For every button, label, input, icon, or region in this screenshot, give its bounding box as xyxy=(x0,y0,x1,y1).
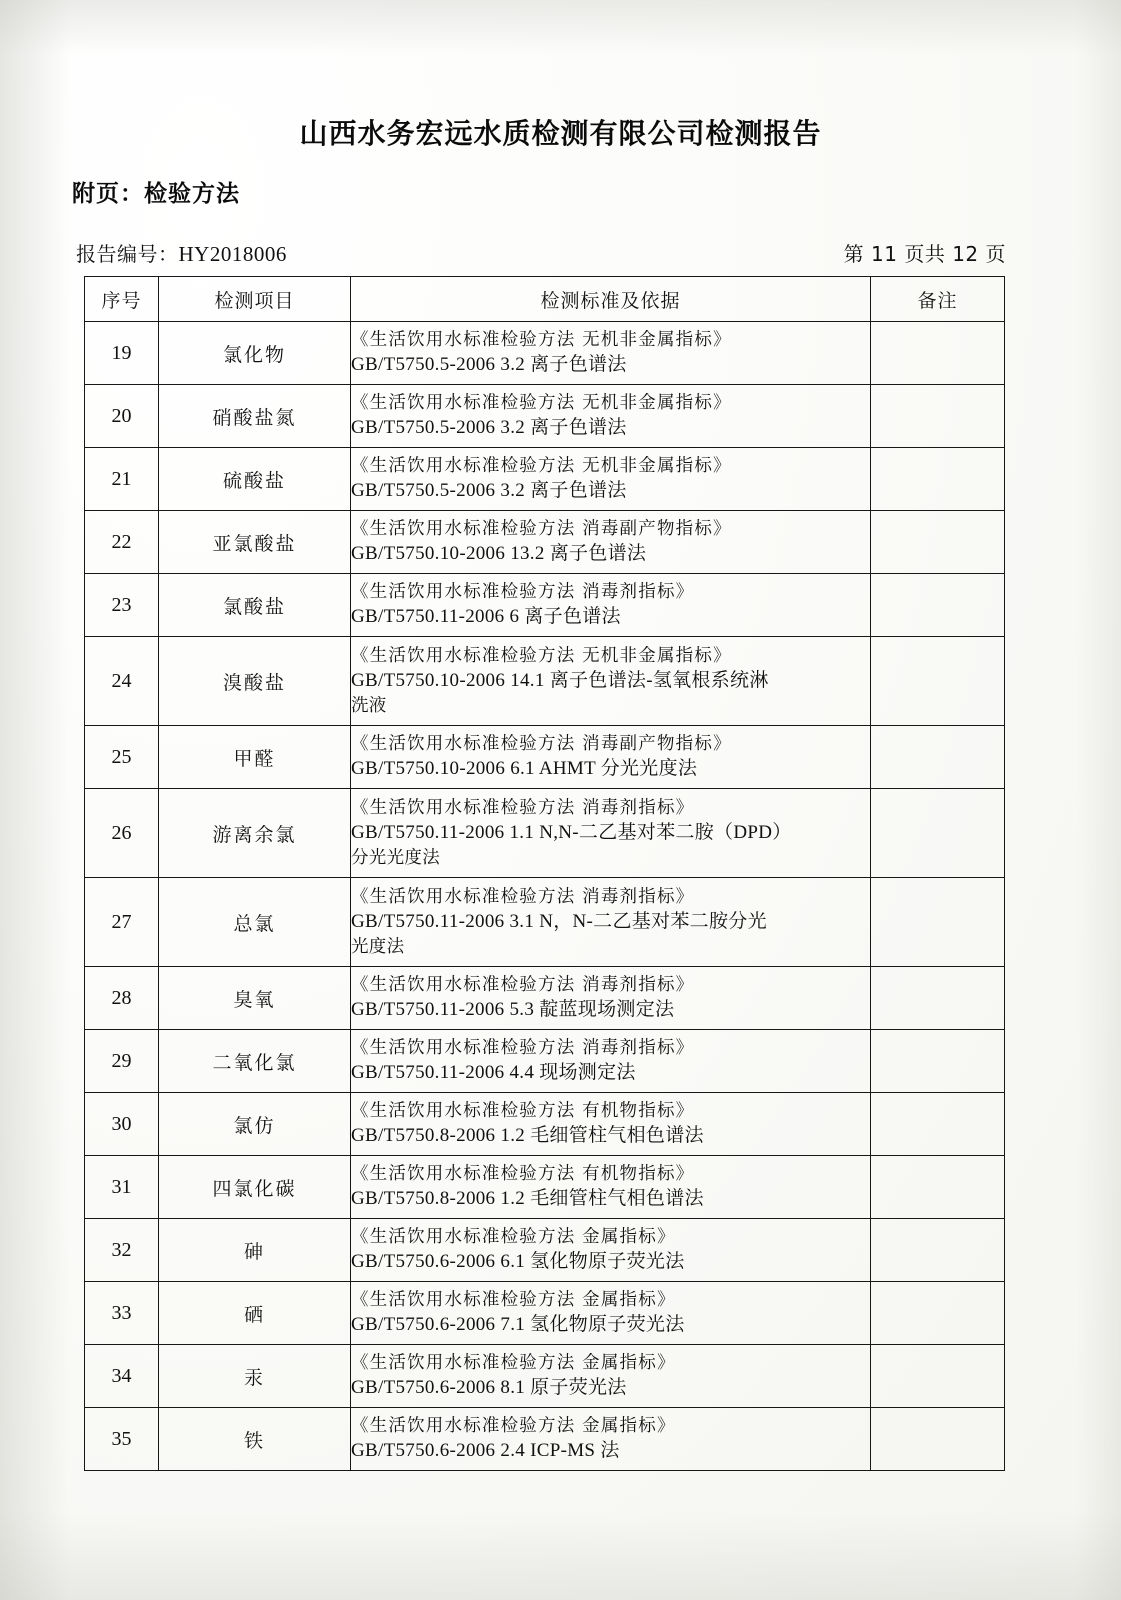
page-subtitle: 附页：检验方法 xyxy=(72,181,240,207)
cell-standard xyxy=(351,1219,871,1282)
page-title: 山西水务宏远水质检测有限公司检测报告 xyxy=(299,117,822,150)
table-row xyxy=(85,1408,1005,1471)
cell-note xyxy=(871,1408,1005,1471)
cell-note xyxy=(871,878,1005,967)
cell-test-item: 溴酸盐 xyxy=(159,637,351,726)
cell-test-item: 总氯 xyxy=(159,878,351,967)
cell-standard xyxy=(351,1030,871,1093)
standard-title-line: 《生活饮用水标准检验方法 消毒副产物指标》 xyxy=(351,733,732,754)
standard-code-line: GB/T5750.8-2006 1.2 毛细管柱气相色谱法 xyxy=(351,1187,704,1209)
standard-title-line: 《生活饮用水标准检验方法 无机非金属指标》 xyxy=(351,392,732,413)
standard-code-line: GB/T5750.6-2006 2.4 ICP-MS 法 xyxy=(351,1439,620,1461)
cell-seq: 35 xyxy=(85,1408,159,1471)
page-edge-shadow-right xyxy=(1076,0,1121,1600)
cell-test-item: 铁 xyxy=(159,1408,351,1471)
cell-seq: 34 xyxy=(85,1345,159,1408)
cell-seq: 24 xyxy=(85,637,159,726)
cell-test-item: 氯仿 xyxy=(159,1093,351,1156)
cell-standard xyxy=(351,967,871,1030)
cell-seq: 32 xyxy=(85,1219,159,1282)
cell-seq: 19 xyxy=(85,322,159,385)
table-row xyxy=(85,726,1005,789)
cell-note xyxy=(871,574,1005,637)
table-row xyxy=(85,1156,1005,1219)
table-row xyxy=(85,1093,1005,1156)
standard-continuation-line: 分光光度法 xyxy=(351,848,440,869)
table-row xyxy=(85,967,1005,1030)
table-row xyxy=(85,322,1005,385)
cell-test-item: 硫酸盐 xyxy=(159,448,351,511)
cell-note xyxy=(871,448,1005,511)
standard-title-line: 《生活饮用水标准检验方法 金属指标》 xyxy=(351,1226,676,1247)
cell-test-item: 硒 xyxy=(159,1282,351,1345)
cell-test-item: 二氧化氯 xyxy=(159,1030,351,1093)
report-number-value: HY2018006 xyxy=(178,242,287,266)
standard-title-line: 《生活饮用水标准检验方法 无机非金属指标》 xyxy=(351,329,732,350)
standard-code-line: GB/T5750.11-2006 1.1 N,N-二乙基对苯二胺（DPD） xyxy=(351,821,792,843)
standard-code-line: GB/T5750.10-2006 14.1 离子色谱法-氢氧根系统淋 xyxy=(351,669,769,691)
standard-code-line: GB/T5750.10-2006 6.1 AHMT 分光光度法 xyxy=(351,757,698,779)
standard-continuation-line: 洗液 xyxy=(351,696,387,717)
cell-test-item: 氯化物 xyxy=(159,322,351,385)
cell-seq: 20 xyxy=(85,385,159,448)
standard-title-line: 《生活饮用水标准检验方法 有机物指标》 xyxy=(351,1163,695,1184)
cell-note xyxy=(871,511,1005,574)
standard-code-line: GB/T5750.10-2006 13.2 离子色谱法 xyxy=(351,542,647,564)
standard-title-line: 《生活饮用水标准检验方法 金属指标》 xyxy=(351,1415,676,1436)
cell-seq: 28 xyxy=(85,967,159,1030)
cell-note xyxy=(871,1030,1005,1093)
cell-note xyxy=(871,789,1005,878)
cell-note xyxy=(871,1156,1005,1219)
standard-continuation-line: 光度法 xyxy=(351,937,405,958)
cell-note xyxy=(871,637,1005,726)
cell-test-item: 亚氯酸盐 xyxy=(159,511,351,574)
cell-standard xyxy=(351,789,871,878)
cell-note xyxy=(871,1345,1005,1408)
cell-standard xyxy=(351,1408,871,1471)
cell-seq: 33 xyxy=(85,1282,159,1345)
cell-seq: 29 xyxy=(85,1030,159,1093)
report-number xyxy=(76,238,287,267)
cell-note xyxy=(871,322,1005,385)
standard-title-line: 《生活饮用水标准检验方法 有机物指标》 xyxy=(351,1100,695,1121)
cell-note xyxy=(871,385,1005,448)
standard-title-line: 《生活饮用水标准检验方法 无机非金属指标》 xyxy=(351,455,732,476)
column-header-note: 备注 xyxy=(871,277,1005,322)
standard-code-line: GB/T5750.6-2006 6.1 氢化物原子荧光法 xyxy=(351,1250,685,1272)
cell-standard xyxy=(351,1093,871,1156)
column-header-seq: 序号 xyxy=(85,277,159,322)
standard-code-line: GB/T5750.11-2006 5.3 靛蓝现场测定法 xyxy=(351,998,675,1020)
cell-standard xyxy=(351,1345,871,1408)
cell-standard xyxy=(351,511,871,574)
table-row xyxy=(85,1030,1005,1093)
standard-title-line: 《生活饮用水标准检验方法 金属指标》 xyxy=(351,1289,676,1310)
page-edge-shadow-top xyxy=(0,0,1121,55)
cell-seq: 25 xyxy=(85,726,159,789)
cell-standard xyxy=(351,385,871,448)
standard-code-line: GB/T5750.11-2006 3.1 N，N-二乙基对苯二胺分光 xyxy=(351,910,767,932)
cell-note xyxy=(871,1219,1005,1282)
table-row xyxy=(85,574,1005,637)
standard-code-line: GB/T5750.5-2006 3.2 离子色谱法 xyxy=(351,353,627,375)
cell-standard xyxy=(351,637,871,726)
cell-note xyxy=(871,726,1005,789)
table-header-row xyxy=(85,277,1005,322)
column-header-standard: 检测标准及依据 xyxy=(351,277,871,322)
standard-title-line: 《生活饮用水标准检验方法 消毒剂指标》 xyxy=(351,886,695,907)
cell-standard xyxy=(351,1156,871,1219)
cell-test-item: 四氯化碳 xyxy=(159,1156,351,1219)
table-row xyxy=(85,878,1005,967)
cell-test-item: 硝酸盐氮 xyxy=(159,385,351,448)
cell-seq: 27 xyxy=(85,878,159,967)
cell-standard xyxy=(351,878,871,967)
table-row xyxy=(85,789,1005,878)
cell-test-item: 甲醛 xyxy=(159,726,351,789)
table-row xyxy=(85,511,1005,574)
cell-standard xyxy=(351,448,871,511)
cell-note xyxy=(871,967,1005,1030)
cell-seq: 31 xyxy=(85,1156,159,1219)
standard-code-line: GB/T5750.11-2006 4.4 现场测定法 xyxy=(351,1061,636,1083)
cell-seq: 26 xyxy=(85,789,159,878)
standard-title-line: 《生活饮用水标准检验方法 消毒剂指标》 xyxy=(351,581,695,602)
page-edge-shadow-bottom xyxy=(0,1510,1121,1600)
standard-title-line: 《生活饮用水标准检验方法 消毒剂指标》 xyxy=(351,797,695,818)
standard-code-line: GB/T5750.5-2006 3.2 离子色谱法 xyxy=(351,479,627,501)
cell-note xyxy=(871,1282,1005,1345)
page-indicator: 第 11 页共 12 页 xyxy=(843,242,1006,266)
standard-code-line: GB/T5750.6-2006 8.1 原子荧光法 xyxy=(351,1376,627,1398)
column-header-item: 检测项目 xyxy=(159,277,351,322)
cell-test-item: 氯酸盐 xyxy=(159,574,351,637)
standard-title-line: 《生活饮用水标准检验方法 消毒剂指标》 xyxy=(351,1037,695,1058)
standard-code-line: GB/T5750.8-2006 1.2 毛细管柱气相色谱法 xyxy=(351,1124,704,1146)
cell-standard xyxy=(351,574,871,637)
table-row xyxy=(85,1219,1005,1282)
test-methods-table xyxy=(84,276,1005,1471)
standard-title-line: 《生活饮用水标准检验方法 消毒剂指标》 xyxy=(351,974,695,995)
cell-test-item: 臭氧 xyxy=(159,967,351,1030)
page-edge-shadow-left xyxy=(0,0,70,1600)
standard-title-line: 《生活饮用水标准检验方法 消毒副产物指标》 xyxy=(351,518,732,539)
standard-title-line: 《生活饮用水标准检验方法 无机非金属指标》 xyxy=(351,645,732,666)
cell-test-item: 砷 xyxy=(159,1219,351,1282)
standard-code-line: GB/T5750.11-2006 6 离子色谱法 xyxy=(351,605,621,627)
table-row xyxy=(85,448,1005,511)
table-row xyxy=(85,637,1005,726)
table-row xyxy=(85,1345,1005,1408)
table-row xyxy=(85,1282,1005,1345)
standard-code-line: GB/T5750.5-2006 3.2 离子色谱法 xyxy=(351,416,627,438)
cell-standard xyxy=(351,1282,871,1345)
standard-code-line: GB/T5750.6-2006 7.1 氢化物原子荧光法 xyxy=(351,1313,685,1335)
cell-seq: 23 xyxy=(85,574,159,637)
cell-standard xyxy=(351,726,871,789)
standard-title-line: 《生活饮用水标准检验方法 金属指标》 xyxy=(351,1352,676,1373)
cell-seq: 30 xyxy=(85,1093,159,1156)
cell-test-item: 汞 xyxy=(159,1345,351,1408)
cell-seq: 22 xyxy=(85,511,159,574)
cell-seq: 21 xyxy=(85,448,159,511)
cell-test-item: 游离余氯 xyxy=(159,789,351,878)
table-row xyxy=(85,385,1005,448)
cell-note xyxy=(871,1093,1005,1156)
report-number-label: 报告编号： xyxy=(76,242,179,266)
document-meta xyxy=(76,238,1006,267)
cell-standard xyxy=(351,322,871,385)
